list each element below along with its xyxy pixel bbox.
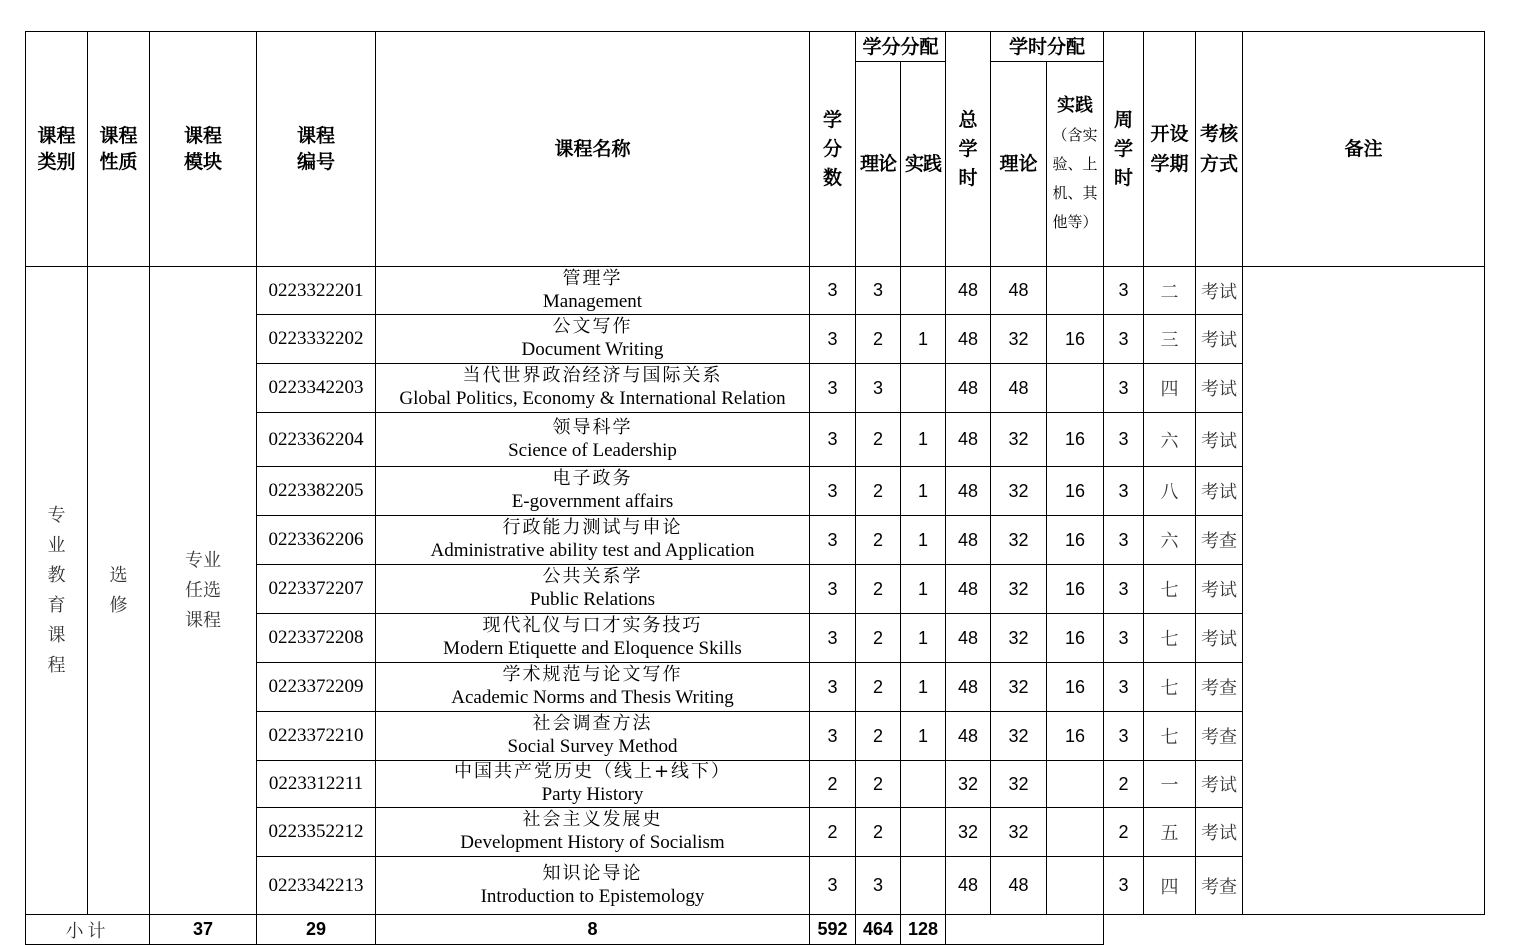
subtotal-credits: 37 [150,915,257,945]
course-weekly-hours: 3 [1104,712,1144,761]
course-total-hours: 48 [946,663,991,712]
course-table [25,31,1485,945]
course-weekly-hours: 3 [1104,663,1144,712]
subtotal-label: 小计 [26,915,150,945]
course-assessment: 考查 [1196,712,1243,761]
course-credit-practice [901,267,946,315]
course-code: 0223362206 [257,516,376,565]
subtotal-row [26,915,1485,945]
course-name [376,857,810,915]
course-credit-theory: 2 [856,614,901,663]
course-name-en: Management [542,290,643,312]
course-assessment: 考试 [1196,267,1243,315]
header-credit-distribution: 学分分配 [856,32,946,62]
course-credits: 3 [810,614,856,663]
course-weekly-hours: 3 [1104,413,1144,467]
course-assessment: 考试 [1196,364,1243,413]
course-name [376,267,810,315]
course-assessment: 考查 [1196,516,1243,565]
header-hour-practice-note: （含实 验、上 机、其 他等） [1052,126,1098,231]
course-name-en: Academic Norms and Thesis Writing [451,687,734,708]
course-code: 0223342213 [257,857,376,915]
course-hour-theory: 32 [991,516,1047,565]
course-name-en: Document Writing [521,339,664,360]
course-semester: 七 [1144,712,1196,761]
course-hour-practice [1047,857,1104,915]
course-hour-practice: 16 [1047,565,1104,614]
course-credit-theory: 2 [856,516,901,565]
subtotal-total-hours: 592 [810,915,856,945]
course-credit-practice: 1 [901,467,946,516]
course-semester: 五 [1144,808,1196,857]
group-module: 专业 任选 课程 [150,267,257,915]
course-credit-theory: 3 [856,267,901,315]
header-module: 课程 模块 [150,32,257,267]
course-name [376,663,810,712]
course-credits: 3 [810,267,856,315]
course-credit-theory: 2 [856,413,901,467]
course-name-cn: 社会主义发展史 [522,809,663,830]
course-name [376,364,810,413]
group-nature: 选 修 [88,267,150,915]
header-hour-theory: 理论 [991,62,1047,267]
course-hour-theory: 32 [991,315,1047,364]
course-credits: 3 [810,364,856,413]
course-semester: 六 [1144,413,1196,467]
subtotal-credit-theory: 29 [257,915,376,945]
course-credit-practice: 1 [901,614,946,663]
course-table-container [25,31,1485,945]
course-name-cn: 行政能力测试与申论 [502,517,683,538]
course-credit-theory: 2 [856,663,901,712]
course-total-hours: 48 [946,712,991,761]
subtotal-hour-theory: 464 [856,915,901,945]
course-credit-practice [901,857,946,915]
course-credit-practice: 1 [901,712,946,761]
course-name-en: Public Relations [529,589,656,610]
course-total-hours: 48 [946,467,991,516]
course-total-hours: 48 [946,857,991,915]
course-name-cn: 电子政务 [552,468,633,489]
course-code: 0223312211 [257,761,376,808]
course-hour-theory: 32 [991,808,1047,857]
course-name-en: Global Politics, Economy & International Relation [399,388,786,409]
header-weekly-hours: 周 学 时 [1104,32,1144,267]
header-assessment: 考核 方式 [1196,32,1243,267]
course-credits: 3 [810,413,856,467]
course-assessment: 考试 [1196,565,1243,614]
course-weekly-hours: 3 [1104,614,1144,663]
course-credit-theory: 2 [856,565,901,614]
course-hour-theory: 32 [991,614,1047,663]
course-name [376,712,810,761]
course-name-cn: 管理学 [562,267,623,289]
course-name-en: Science of Leadership [508,439,677,461]
header-total-hours: 总 学 时 [946,32,991,267]
header-hour-practice-title: 实践 [1057,95,1093,116]
course-hour-theory: 32 [991,761,1047,808]
course-credits: 2 [810,808,856,857]
course-code: 0223362204 [257,413,376,467]
header-credit-theory: 理论 [856,62,901,267]
course-name-en: Social Survey Method [507,736,678,757]
course-name [376,315,810,364]
course-credit-theory: 2 [856,712,901,761]
course-semester: 七 [1144,565,1196,614]
course-name-cn: 社会调查方法 [532,713,653,734]
course-total-hours: 48 [946,267,991,315]
course-name-en: Introduction to Epistemology [480,885,705,907]
course-hour-theory: 32 [991,663,1047,712]
course-name-cn: 知识论导论 [542,862,643,884]
header-hour-practice [1047,62,1104,267]
course-code: 0223322201 [257,267,376,315]
course-total-hours: 48 [946,565,991,614]
header-nature: 课程 性质 [88,32,150,267]
subtotal-hour-practice: 128 [901,915,946,945]
course-hour-practice: 16 [1047,516,1104,565]
course-credit-theory: 3 [856,857,901,915]
course-code: 0223372210 [257,712,376,761]
course-rows [26,267,1485,915]
course-credit-theory: 2 [856,467,901,516]
subtotal-empty [946,915,1104,945]
course-code: 0223372208 [257,614,376,663]
course-semester: 七 [1144,663,1196,712]
header-semester: 开设 学期 [1144,32,1196,267]
course-credits: 3 [810,712,856,761]
course-assessment: 考试 [1196,315,1243,364]
course-hour-practice: 16 [1047,413,1104,467]
group-category: 专 业 教 育 课 程 [26,267,88,915]
course-hour-theory: 32 [991,565,1047,614]
header-credit-practice: 实践 [901,62,946,267]
course-hour-practice: 16 [1047,663,1104,712]
course-hour-practice: 16 [1047,614,1104,663]
course-hour-practice: 16 [1047,315,1104,364]
course-hour-practice [1047,761,1104,808]
course-weekly-hours: 3 [1104,857,1144,915]
course-semester: 二 [1144,267,1196,315]
course-name-cn: 当代世界政治经济与国际关系 [462,365,723,386]
course-credits: 3 [810,516,856,565]
course-code: 0223332202 [257,315,376,364]
course-credits: 3 [810,663,856,712]
course-hour-theory: 32 [991,712,1047,761]
course-name [376,808,810,857]
course-semester: 三 [1144,315,1196,364]
course-total-hours: 48 [946,364,991,413]
course-name-cn: 领导科学 [552,416,633,438]
course-credits: 3 [810,467,856,516]
table-row [26,267,1485,315]
course-name [376,467,810,516]
course-credit-practice: 1 [901,315,946,364]
course-hour-practice [1047,267,1104,315]
course-name-cn: 中国共产党历史（线上+线下） [453,761,732,782]
course-credits: 2 [810,761,856,808]
course-weekly-hours: 3 [1104,516,1144,565]
course-semester: 一 [1144,761,1196,808]
course-credit-practice [901,364,946,413]
course-semester: 四 [1144,857,1196,915]
course-name [376,516,810,565]
course-total-hours: 48 [946,614,991,663]
course-name-cn: 现代礼仪与口才实务技巧 [482,615,703,636]
course-weekly-hours: 3 [1104,467,1144,516]
course-name-en: Modern Etiquette and Eloquence Skills [443,638,742,659]
remarks-cell [1243,267,1485,915]
course-hour-theory: 48 [991,857,1047,915]
course-hour-practice: 16 [1047,467,1104,516]
course-name [376,565,810,614]
course-assessment: 考查 [1196,857,1243,915]
course-hour-theory: 32 [991,467,1047,516]
course-name [376,761,810,808]
course-semester: 七 [1144,614,1196,663]
header-course-name: 课程名称 [376,32,810,267]
course-credit-practice: 1 [901,516,946,565]
course-assessment: 考查 [1196,663,1243,712]
course-name-en: Administrative ability test and Application [430,540,755,561]
course-total-hours: 48 [946,413,991,467]
course-credit-theory: 2 [856,315,901,364]
header-code: 课程 编号 [257,32,376,267]
header-hour-distribution: 学时分配 [991,32,1104,62]
course-credit-practice: 1 [901,565,946,614]
course-code: 0223382205 [257,467,376,516]
subtotal-credit-practice: 8 [376,915,810,945]
course-code: 0223372207 [257,565,376,614]
course-weekly-hours: 3 [1104,364,1144,413]
course-name-cn: 公文写作 [552,316,633,337]
course-weekly-hours: 2 [1104,761,1144,808]
course-credit-theory: 2 [856,761,901,808]
course-code: 0223372209 [257,663,376,712]
course-hour-practice [1047,808,1104,857]
course-semester: 八 [1144,467,1196,516]
course-assessment: 考试 [1196,413,1243,467]
course-total-hours: 32 [946,808,991,857]
course-name [376,413,810,467]
course-assessment: 考试 [1196,808,1243,857]
header-category: 课程 类别 [26,32,88,267]
course-weekly-hours: 2 [1104,808,1144,857]
course-semester: 四 [1144,364,1196,413]
course-credit-practice: 1 [901,413,946,467]
course-name-en: Party History [541,784,644,805]
course-credit-theory: 3 [856,364,901,413]
course-code: 0223352212 [257,808,376,857]
course-credit-theory: 2 [856,808,901,857]
course-semester: 六 [1144,516,1196,565]
course-credits: 3 [810,315,856,364]
course-hour-practice: 16 [1047,712,1104,761]
course-assessment: 考试 [1196,614,1243,663]
course-name-en: E-government affairs [511,491,674,512]
course-code: 0223342203 [257,364,376,413]
course-name-en: Development History of Socialism [460,832,725,853]
course-hour-theory: 48 [991,267,1047,315]
course-total-hours: 48 [946,516,991,565]
course-credit-practice: 1 [901,663,946,712]
course-total-hours: 48 [946,315,991,364]
course-credit-practice [901,761,946,808]
course-total-hours: 32 [946,761,991,808]
course-name-cn: 公共关系学 [542,566,643,587]
course-hour-practice [1047,364,1104,413]
course-assessment: 考试 [1196,761,1243,808]
course-credits: 3 [810,857,856,915]
course-name-cn: 学术规范与论文写作 [502,664,683,685]
course-weekly-hours: 3 [1104,315,1144,364]
course-assessment: 考试 [1196,467,1243,516]
course-name [376,614,810,663]
course-weekly-hours: 3 [1104,267,1144,315]
header-remarks: 备注 [1243,32,1485,267]
course-credits: 3 [810,565,856,614]
course-hour-theory: 48 [991,364,1047,413]
course-hour-theory: 32 [991,413,1047,467]
course-weekly-hours: 3 [1104,565,1144,614]
course-credit-practice [901,808,946,857]
header-credits: 学 分 数 [810,32,856,267]
